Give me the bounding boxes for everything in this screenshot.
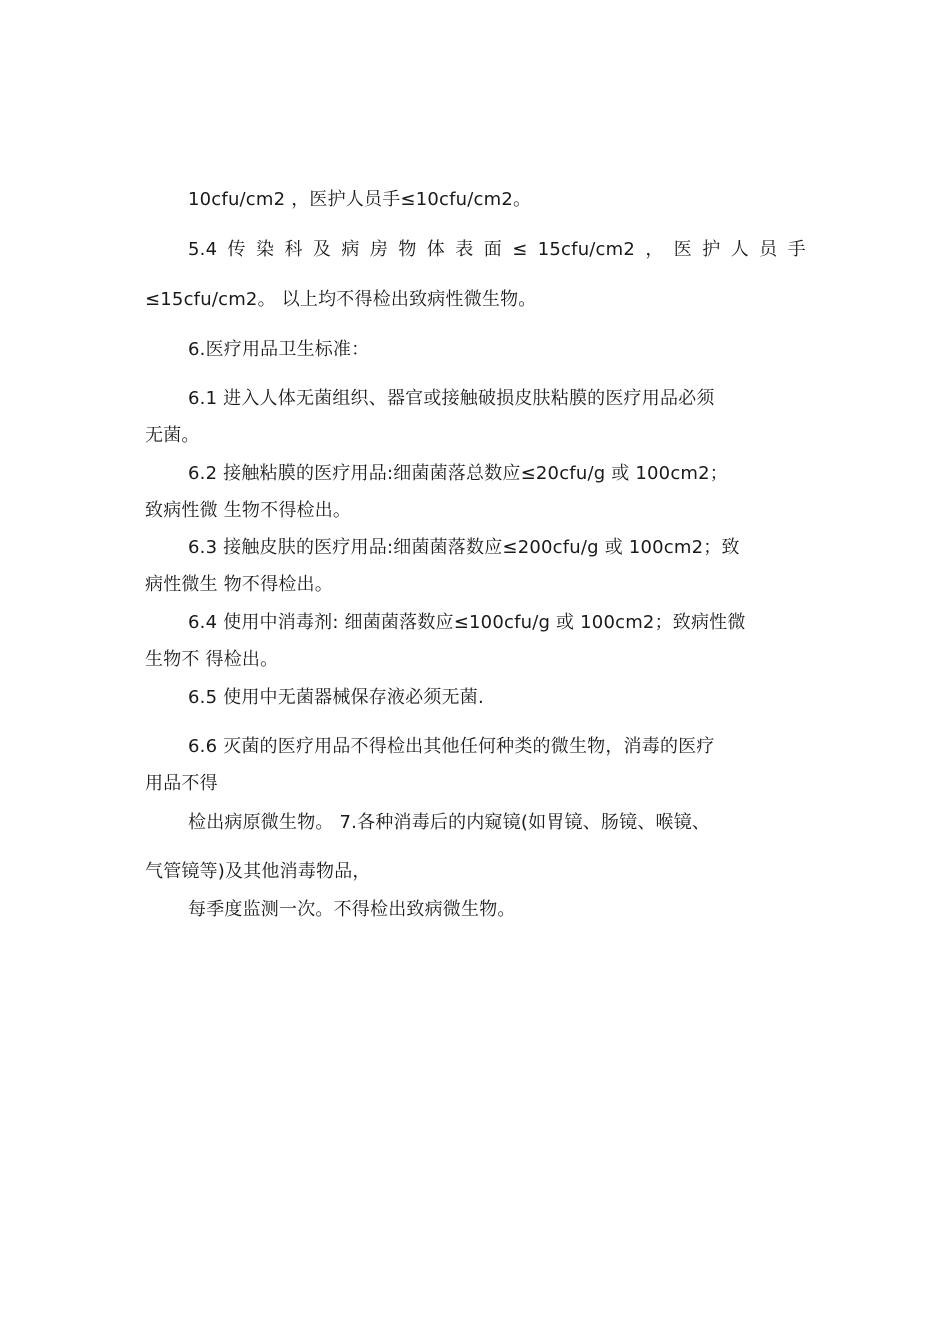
- text-token: 医: [673, 239, 692, 260]
- text-line: 6.3 接触皮肤的医疗用品:细菌菌落数应≤200cfu/g 或 100cm2；致: [188, 537, 740, 558]
- text-token: 员: [759, 239, 778, 260]
- text-line: 用品不得: [145, 773, 218, 794]
- text-line: 6.2 接触粘膜的医疗用品:细菌菌落总数应≤20cfu/g 或 100cm2；: [188, 463, 729, 484]
- text-token: 科: [284, 239, 303, 260]
- text-token: 5.4: [188, 239, 218, 260]
- text-token: 护: [702, 239, 721, 260]
- text-token: 房: [369, 239, 389, 260]
- text-line: 生物不 得检出。: [145, 649, 279, 670]
- text-line: 6.5 使用中无菌器械保存液必须无菌.: [188, 687, 484, 708]
- text-line: 6.1 进入人体无菌组织、器官或接触破损皮肤粘膜的医疗用品必须: [188, 388, 715, 409]
- text-token: 体: [426, 239, 445, 260]
- text-token: 人: [730, 239, 749, 260]
- text-token: 物: [398, 239, 417, 260]
- text-token: 15cfu/cm2: [537, 239, 636, 260]
- section-heading: 6.医疗用品卫生标准：: [188, 339, 370, 360]
- text-token: 手: [787, 239, 806, 260]
- text-token: 及: [312, 239, 332, 260]
- text-token: 面: [483, 239, 502, 260]
- text-line: 6.4 使用中消毒剂: 细菌菌落数应≤100cfu/g 或 100cm2；致病性微: [188, 612, 746, 633]
- text-line: 致病性微 生物不得检出。: [145, 500, 352, 521]
- text-line: 气管镜等)及其他消毒物品，: [145, 861, 371, 882]
- text-line: 6.6 灭菌的医疗用品不得检出其他任何种类的微生物，消毒的医疗: [188, 736, 715, 757]
- text-token: 传: [227, 239, 246, 260]
- text-token: 表: [455, 239, 474, 260]
- text-line: 10cfu/cm2 ，医护人员手≤10cfu/cm2。: [188, 189, 532, 210]
- text-line: 病性微生 物不得检出。: [145, 574, 333, 595]
- text-token: ，: [645, 239, 664, 260]
- text-line: ≤15cfu/cm2。 以上均不得检出致病性微生物。: [145, 289, 537, 310]
- text-line: 检出病原微生物。 7.各种消毒后的内窥镜(如胃镜、肠镜、喉镜、: [188, 812, 711, 833]
- text-token: 病: [341, 239, 360, 260]
- text-token: 染: [255, 239, 275, 260]
- text-line: 每季度监测一次。不得检出致病微生物。: [188, 899, 516, 920]
- text-line: 无菌。: [145, 425, 200, 446]
- text-line-justified: [188, 238, 806, 262]
- text-token: ≤: [512, 239, 528, 260]
